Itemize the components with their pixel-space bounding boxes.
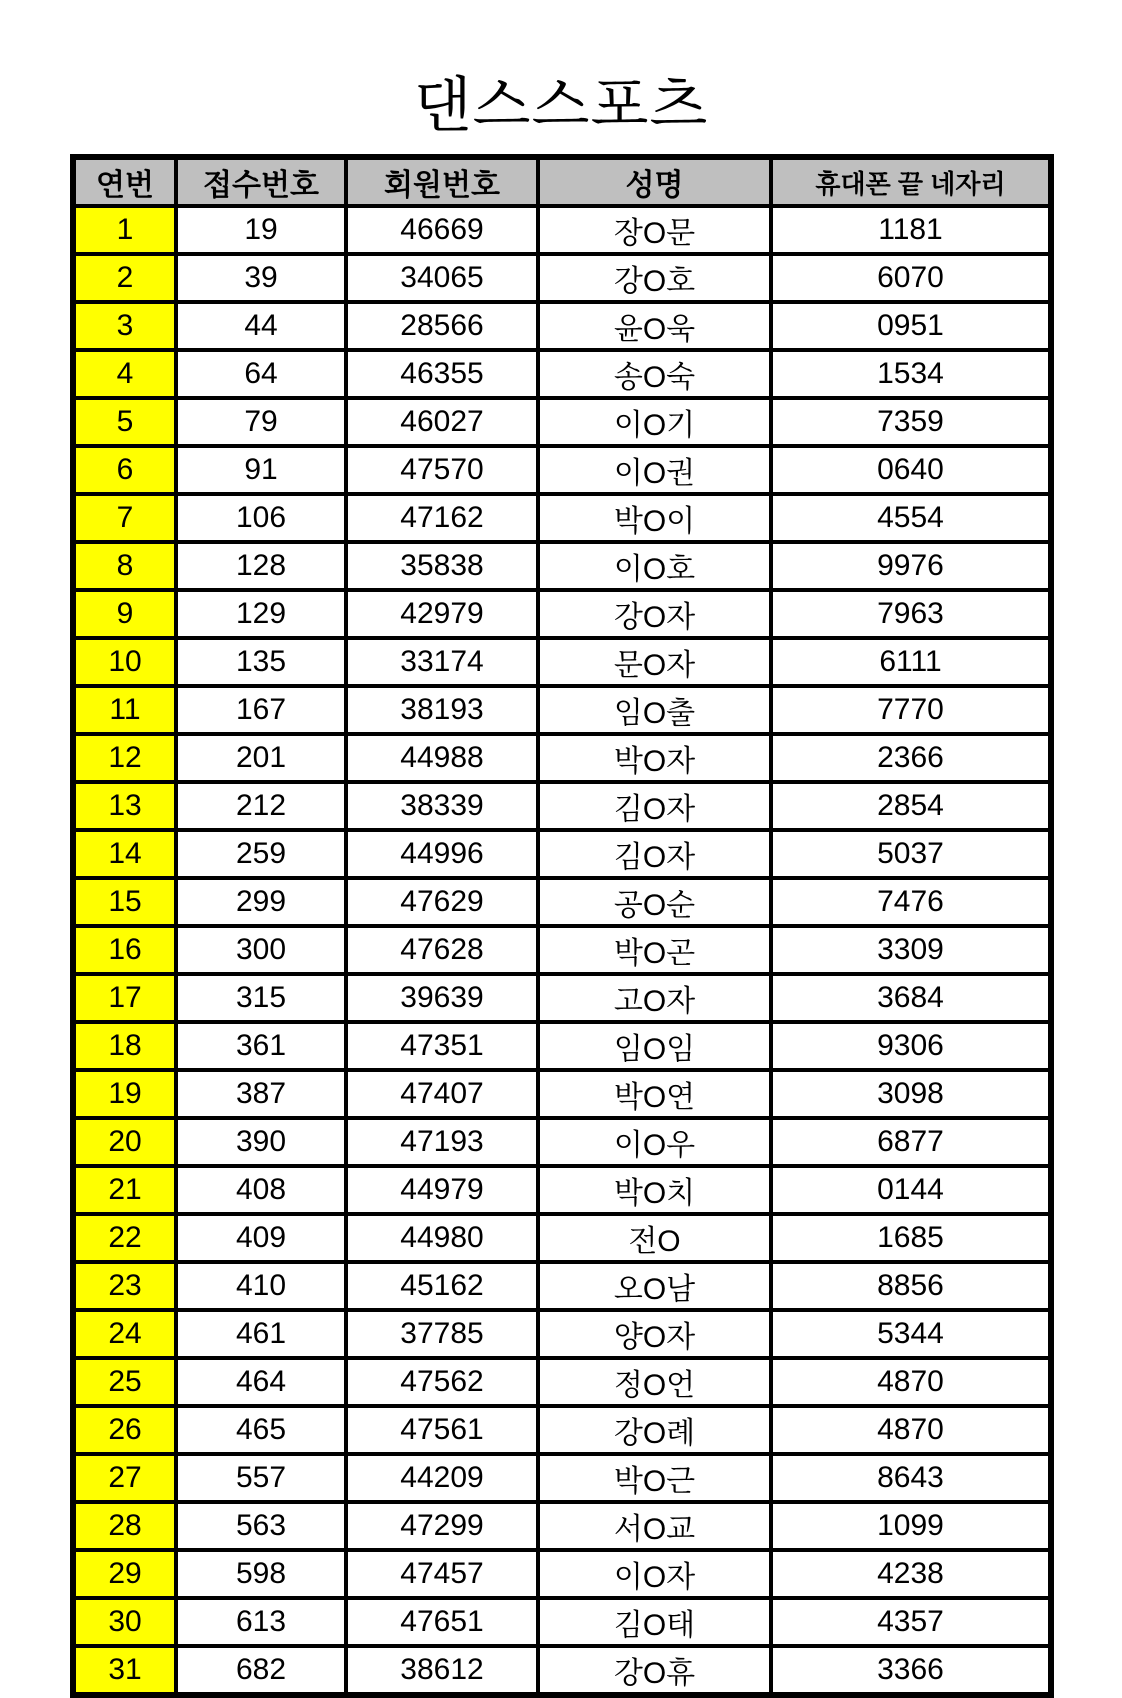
receipt-number-cell: 167 (176, 686, 346, 734)
member-number-cell: 33174 (346, 638, 538, 686)
member-number-cell: 39639 (346, 974, 538, 1022)
table-row (73, 494, 1051, 542)
name-cell: 고O자 (538, 974, 771, 1022)
receipt-number-cell: 299 (176, 878, 346, 926)
serial-cell: 14 (73, 830, 176, 878)
serial-cell: 21 (73, 1166, 176, 1214)
serial-cell: 1 (73, 206, 176, 254)
serial-cell: 8 (73, 542, 176, 590)
serial-cell: 20 (73, 1118, 176, 1166)
table-row (73, 782, 1051, 830)
member-number-cell: 44996 (346, 830, 538, 878)
name-cell: 정O언 (538, 1358, 771, 1406)
table-row (73, 446, 1051, 494)
table-row (73, 350, 1051, 398)
serial-cell: 16 (73, 926, 176, 974)
member-number-cell: 44980 (346, 1214, 538, 1262)
receipt-number-cell: 129 (176, 590, 346, 638)
table-row (73, 398, 1051, 446)
receipt-number-cell: 135 (176, 638, 346, 686)
phone-last4-cell: 3684 (771, 974, 1051, 1022)
member-number-cell: 47561 (346, 1406, 538, 1454)
phone-last4-cell: 4357 (771, 1598, 1051, 1646)
table-row (73, 638, 1051, 686)
table-row (73, 1646, 1051, 1695)
roster-table (70, 154, 1054, 1698)
member-number-cell: 34065 (346, 254, 538, 302)
receipt-number-cell: 128 (176, 542, 346, 590)
phone-last4-cell: 4870 (771, 1358, 1051, 1406)
receipt-number-cell: 410 (176, 1262, 346, 1310)
table-row (73, 734, 1051, 782)
table-row (73, 1262, 1051, 1310)
name-cell: 박O연 (538, 1070, 771, 1118)
phone-last4-cell: 6070 (771, 254, 1051, 302)
member-number-cell: 47651 (346, 1598, 538, 1646)
member-number-cell: 28566 (346, 302, 538, 350)
receipt-number-cell: 682 (176, 1646, 346, 1695)
member-number-cell: 47629 (346, 878, 538, 926)
phone-last4-cell: 7770 (771, 686, 1051, 734)
table-row (73, 302, 1051, 350)
document-page (0, 72, 1122, 1690)
table-row (73, 590, 1051, 638)
name-cell: 김O태 (538, 1598, 771, 1646)
header-receipt-number: 접수번호 (176, 157, 346, 206)
table-row (73, 878, 1051, 926)
table-row (73, 1598, 1051, 1646)
name-cell: 강O례 (538, 1406, 771, 1454)
receipt-number-cell: 563 (176, 1502, 346, 1550)
phone-last4-cell: 9306 (771, 1022, 1051, 1070)
serial-cell: 17 (73, 974, 176, 1022)
serial-cell: 24 (73, 1310, 176, 1358)
table-row (73, 974, 1051, 1022)
receipt-number-cell: 361 (176, 1022, 346, 1070)
receipt-number-cell: 465 (176, 1406, 346, 1454)
member-number-cell: 47162 (346, 494, 538, 542)
phone-last4-cell: 0951 (771, 302, 1051, 350)
member-number-cell: 35838 (346, 542, 538, 590)
member-number-cell: 38339 (346, 782, 538, 830)
phone-last4-cell: 7476 (771, 878, 1051, 926)
table-row (73, 254, 1051, 302)
phone-last4-cell: 2366 (771, 734, 1051, 782)
member-number-cell: 46669 (346, 206, 538, 254)
phone-last4-cell: 4554 (771, 494, 1051, 542)
phone-last4-cell: 3098 (771, 1070, 1051, 1118)
name-cell: 이O권 (538, 446, 771, 494)
phone-last4-cell: 4870 (771, 1406, 1051, 1454)
member-number-cell: 47628 (346, 926, 538, 974)
serial-cell: 26 (73, 1406, 176, 1454)
name-cell: 강O휴 (538, 1646, 771, 1695)
member-number-cell: 47570 (346, 446, 538, 494)
receipt-number-cell: 212 (176, 782, 346, 830)
receipt-number-cell: 461 (176, 1310, 346, 1358)
serial-cell: 22 (73, 1214, 176, 1262)
receipt-number-cell: 19 (176, 206, 346, 254)
table-header (73, 157, 1051, 206)
serial-cell: 18 (73, 1022, 176, 1070)
member-number-cell: 46355 (346, 350, 538, 398)
serial-cell: 6 (73, 446, 176, 494)
member-number-cell: 47562 (346, 1358, 538, 1406)
name-cell: 장O문 (538, 206, 771, 254)
table-row (73, 1550, 1051, 1598)
member-number-cell: 46027 (346, 398, 538, 446)
table-row (73, 1502, 1051, 1550)
name-cell: 박O근 (538, 1454, 771, 1502)
serial-cell: 10 (73, 638, 176, 686)
serial-cell: 2 (73, 254, 176, 302)
header-member-number: 회원번호 (346, 157, 538, 206)
receipt-number-cell: 91 (176, 446, 346, 494)
serial-cell: 25 (73, 1358, 176, 1406)
phone-last4-cell: 7359 (771, 398, 1051, 446)
name-cell: 이O호 (538, 542, 771, 590)
name-cell: 송O숙 (538, 350, 771, 398)
serial-cell: 19 (73, 1070, 176, 1118)
receipt-number-cell: 44 (176, 302, 346, 350)
serial-cell: 30 (73, 1598, 176, 1646)
receipt-number-cell: 613 (176, 1598, 346, 1646)
phone-last4-cell: 1181 (771, 206, 1051, 254)
receipt-number-cell: 409 (176, 1214, 346, 1262)
phone-last4-cell: 6111 (771, 638, 1051, 686)
header-name: 성명 (538, 157, 771, 206)
receipt-number-cell: 64 (176, 350, 346, 398)
name-cell: 강O자 (538, 590, 771, 638)
receipt-number-cell: 557 (176, 1454, 346, 1502)
phone-last4-cell: 3366 (771, 1646, 1051, 1695)
name-cell: 문O자 (538, 638, 771, 686)
serial-cell: 5 (73, 398, 176, 446)
phone-last4-cell: 5037 (771, 830, 1051, 878)
name-cell: 양O자 (538, 1310, 771, 1358)
name-cell: 공O순 (538, 878, 771, 926)
table-row (73, 1070, 1051, 1118)
serial-cell: 31 (73, 1646, 176, 1695)
member-number-cell: 44209 (346, 1454, 538, 1502)
serial-cell: 11 (73, 686, 176, 734)
name-cell: 김O자 (538, 830, 771, 878)
name-cell: 전O (538, 1214, 771, 1262)
name-cell: 임O출 (538, 686, 771, 734)
member-number-cell: 38193 (346, 686, 538, 734)
serial-cell: 4 (73, 350, 176, 398)
phone-last4-cell: 8643 (771, 1454, 1051, 1502)
name-cell: 임O임 (538, 1022, 771, 1070)
table-row (73, 1214, 1051, 1262)
phone-last4-cell: 0144 (771, 1166, 1051, 1214)
receipt-number-cell: 387 (176, 1070, 346, 1118)
table-row (73, 1022, 1051, 1070)
phone-last4-cell: 3309 (771, 926, 1051, 974)
receipt-number-cell: 598 (176, 1550, 346, 1598)
member-number-cell: 44988 (346, 734, 538, 782)
table-row (73, 686, 1051, 734)
phone-last4-cell: 0640 (771, 446, 1051, 494)
phone-last4-cell: 7963 (771, 590, 1051, 638)
receipt-number-cell: 39 (176, 254, 346, 302)
member-number-cell: 47457 (346, 1550, 538, 1598)
table-row (73, 542, 1051, 590)
serial-cell: 9 (73, 590, 176, 638)
table-row (73, 1406, 1051, 1454)
receipt-number-cell: 408 (176, 1166, 346, 1214)
name-cell: 오O남 (538, 1262, 771, 1310)
member-number-cell: 47193 (346, 1118, 538, 1166)
member-number-cell: 42979 (346, 590, 538, 638)
receipt-number-cell: 300 (176, 926, 346, 974)
member-number-cell: 47407 (346, 1070, 538, 1118)
name-cell: 이O우 (538, 1118, 771, 1166)
page-title: 댄스스포츠 (413, 72, 709, 139)
name-cell: 박O자 (538, 734, 771, 782)
serial-cell: 13 (73, 782, 176, 830)
name-cell: 이O자 (538, 1550, 771, 1598)
member-number-cell: 44979 (346, 1166, 538, 1214)
table-row (73, 1166, 1051, 1214)
phone-last4-cell: 1534 (771, 350, 1051, 398)
serial-cell: 28 (73, 1502, 176, 1550)
name-cell: 윤O욱 (538, 302, 771, 350)
member-number-cell: 37785 (346, 1310, 538, 1358)
phone-last4-cell: 9976 (771, 542, 1051, 590)
header-phone-last4: 휴대폰 끝 네자리 (771, 157, 1051, 206)
receipt-number-cell: 390 (176, 1118, 346, 1166)
table-row (73, 830, 1051, 878)
table-row (73, 1310, 1051, 1358)
receipt-number-cell: 106 (176, 494, 346, 542)
name-cell: 박O이 (538, 494, 771, 542)
table-row (73, 1454, 1051, 1502)
name-cell: 이O기 (538, 398, 771, 446)
member-number-cell: 38612 (346, 1646, 538, 1695)
serial-cell: 29 (73, 1550, 176, 1598)
serial-cell: 12 (73, 734, 176, 782)
phone-last4-cell: 4238 (771, 1550, 1051, 1598)
receipt-number-cell: 315 (176, 974, 346, 1022)
phone-last4-cell: 1099 (771, 1502, 1051, 1550)
table-row (73, 1118, 1051, 1166)
member-number-cell: 47351 (346, 1022, 538, 1070)
receipt-number-cell: 79 (176, 398, 346, 446)
name-cell: 서O교 (538, 1502, 771, 1550)
table-body (73, 206, 1051, 1695)
serial-cell: 3 (73, 302, 176, 350)
header-row (73, 157, 1051, 206)
receipt-number-cell: 201 (176, 734, 346, 782)
member-number-cell: 47299 (346, 1502, 538, 1550)
phone-last4-cell: 6877 (771, 1118, 1051, 1166)
name-cell: 김O자 (538, 782, 771, 830)
table-row (73, 1358, 1051, 1406)
table-row (73, 926, 1051, 974)
phone-last4-cell: 8856 (771, 1262, 1051, 1310)
serial-cell: 15 (73, 878, 176, 926)
phone-last4-cell: 1685 (771, 1214, 1051, 1262)
serial-cell: 7 (73, 494, 176, 542)
serial-cell: 27 (73, 1454, 176, 1502)
serial-cell: 23 (73, 1262, 176, 1310)
name-cell: 박O곤 (538, 926, 771, 974)
phone-last4-cell: 2854 (771, 782, 1051, 830)
phone-last4-cell: 5344 (771, 1310, 1051, 1358)
member-number-cell: 45162 (346, 1262, 538, 1310)
name-cell: 강O호 (538, 254, 771, 302)
name-cell: 박O치 (538, 1166, 771, 1214)
receipt-number-cell: 464 (176, 1358, 346, 1406)
header-serial: 연번 (73, 157, 176, 206)
receipt-number-cell: 259 (176, 830, 346, 878)
table-row (73, 206, 1051, 254)
